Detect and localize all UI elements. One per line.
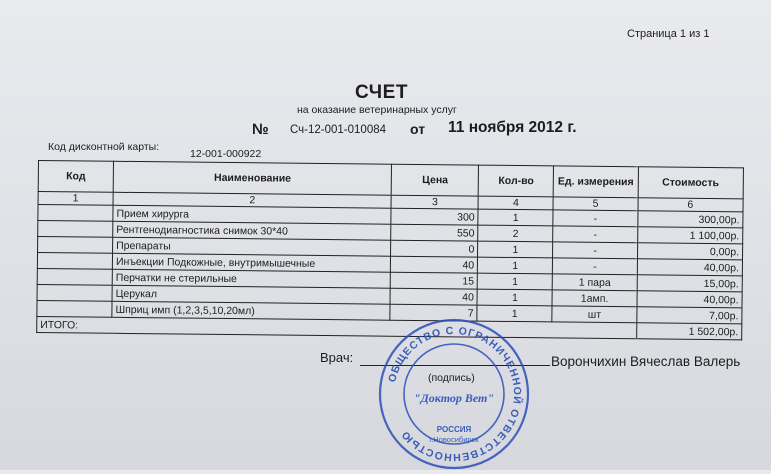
cell-price: 15	[391, 272, 478, 289]
stamp-ring-text: ОБЩЕСТВО С ОГРАНИЧЕННОЙ ОТВЕТСТВЕННОСТЬЮ	[386, 324, 524, 464]
cell-price: 0	[391, 240, 478, 257]
page-number: Страница 1 из 1	[627, 28, 710, 40]
cell-cost: 40,00р.	[637, 291, 743, 308]
cell-name: Препараты	[113, 237, 391, 256]
col-number: 4	[478, 196, 553, 210]
doctor-name: Ворончихин Вячеслав Валерь	[551, 354, 741, 369]
cell-name: Прием хирурга	[113, 205, 391, 224]
cell-code	[37, 268, 112, 285]
cell-unit: 1амп.	[552, 290, 636, 307]
cell-price: 40	[390, 288, 477, 305]
cell-cost: 7,00р.	[636, 307, 742, 324]
cell-unit: -	[553, 242, 637, 259]
cell-unit: 1 пара	[553, 274, 637, 291]
cell-unit: шт	[552, 306, 636, 323]
cell-unit: -	[553, 226, 637, 243]
cell-code	[37, 253, 112, 270]
discount-card-label: Код дисконтной карты:	[48, 141, 160, 153]
document-title: СЧЕТ	[355, 82, 408, 103]
cell-cost: 40,00р.	[637, 259, 743, 276]
header-price: Цена	[392, 164, 479, 196]
cell-qty: 1	[477, 289, 552, 306]
cell-price: 550	[391, 224, 478, 241]
col-number: 3	[391, 195, 478, 209]
document-subtitle: на оказание ветеринарных услуг	[297, 104, 457, 116]
signature-caption: (подпись)	[428, 372, 475, 384]
stamp-country: РОССИЯ	[436, 425, 472, 434]
header-unit: Ед. измерения	[554, 166, 638, 198]
number-sign: №	[252, 121, 269, 138]
company-stamp	[374, 314, 534, 474]
col-number: 5	[553, 197, 637, 211]
header-code: Код	[38, 161, 113, 193]
doctor-label: Врач:	[320, 350, 354, 365]
header-name: Наименование	[113, 161, 392, 195]
cell-cost: 1 100,00р.	[637, 227, 743, 244]
cell-cost: 0,00р.	[637, 243, 743, 260]
stamp-center-text: "Доктор Вет"	[413, 391, 495, 405]
total-value: 1 502,00р.	[636, 323, 742, 340]
cell-code	[37, 284, 112, 301]
invoice-number: Сч-12-001-010084	[290, 124, 387, 136]
cell-qty: 1	[478, 257, 553, 274]
cell-name: Инъекции Подкожные, внутримышечные	[112, 253, 390, 272]
cell-name: Перчатки не стерильные	[112, 269, 390, 288]
cell-qty: 1	[478, 209, 553, 226]
cell-price: 40	[391, 256, 478, 273]
header-cost: Стоимость	[638, 167, 744, 199]
cell-cost: 300,00р.	[637, 211, 743, 228]
cell-qty: 1	[478, 241, 553, 258]
stamp-city: г.Новосибирск	[429, 435, 479, 444]
cell-code	[38, 237, 113, 254]
col-number: 6	[638, 198, 744, 212]
col-number: 1	[38, 192, 113, 206]
invoice-date: 11 ноября 2012 г.	[448, 119, 577, 136]
col-number: 2	[113, 192, 391, 208]
date-prefix: от	[410, 121, 426, 137]
cell-price: 7	[390, 304, 477, 321]
discount-card-value: 12-001-000922	[190, 148, 262, 160]
cell-qty: 1	[477, 273, 552, 290]
header-qty: Кол-во	[478, 165, 554, 197]
cell-name: Церукал	[112, 285, 390, 304]
cell-name: Шприц имп (1,2,3,5,10,20мл)	[112, 301, 390, 320]
cell-code	[37, 300, 112, 317]
cell-code	[38, 205, 113, 222]
cell-price: 300	[391, 208, 478, 225]
cell-code	[38, 221, 113, 238]
cell-unit: -	[553, 258, 637, 275]
cell-name: Рентгенодиагностика снимок 30*40	[113, 221, 391, 240]
cell-qty: 1	[477, 305, 552, 322]
total-label: ИТОГО:	[37, 316, 391, 336]
cell-unit: -	[553, 210, 637, 227]
cell-qty: 2	[478, 225, 553, 242]
cell-cost: 15,00р.	[637, 275, 743, 292]
